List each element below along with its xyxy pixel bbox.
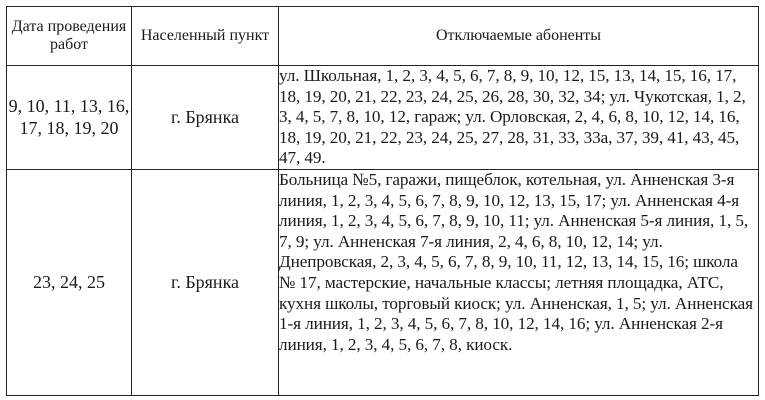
document-page xyxy=(6,6,758,396)
outage-schedule-table xyxy=(6,6,759,396)
row-date-cell: 23, 24, 25 xyxy=(7,169,132,395)
row-place-cell: г. Брянка xyxy=(132,66,279,170)
header-subscribers: Отключаемые абоненты xyxy=(279,7,759,66)
row-place-cell: г. Брянка xyxy=(132,169,279,395)
row-date-cell: 9, 10, 11, 13, 16, 17, 18, 19, 20 xyxy=(7,66,132,170)
table-row xyxy=(7,169,759,395)
header-date: Дата проведения работ xyxy=(7,7,132,66)
row-subscribers-cell: Больница №5, гаражи, пищеблок, котельная, ул. Анненская 3-я линия, 1, 2, 3, 4, 5, 6, 7, 8, 9, 10, 12, 13, 15, 17; ул. Анненская 4-я линия, 1, 2, 3, 4, 5, 6, 7, 8, 9, 10, 11; ул. Анненская 5-я линия, 1, 5, 7, 9; ул. Анненская 7-я линия, 2, 4, 6, 8, 10, 12, 14; ул. Днепровская, 2, 3, 4, 5, 6, 7, 8, 9, 10, 11, 12, 13, 14, 15, 16; школа № 17, мастерские, начальные классы; летняя площадка, АТС, кухня школы, торговый киоск; ул. Анненская, 1, 5; ул. Анненская 1-я линия, 1, 2, 3, 4, 5, 6, 7, 8, 10, 12, 14, 16; ул. Анненская 2-я линия, 1, 2, 3, 4, 5, 6, 7, 8, киоск. xyxy=(279,169,759,395)
table-header-row xyxy=(7,7,759,66)
header-place: Населенный пункт xyxy=(132,7,279,66)
row-subscribers-cell: ул. Школьная, 1, 2, 3, 4, 5, 6, 7, 8, 9, 10, 12, 15, 13, 14, 15, 16, 17, 18, 19, 20, 21, 22, 23, 24, 25, 26, 28, 30, 32, 34; ул. Чукотская, 1, 2, 3, 4, 5, 7, 8, 10, 12, гараж; ул. Орловская, 2, 4, 6, 8, 10, 12, 14, 16, 18, 19, 20, 21, 22, 23, 24, 25, 27, 28, 31, 33, 33а, 37, 39, 41, 43, 45, 47, 49. xyxy=(279,66,759,170)
table-row xyxy=(7,66,759,170)
